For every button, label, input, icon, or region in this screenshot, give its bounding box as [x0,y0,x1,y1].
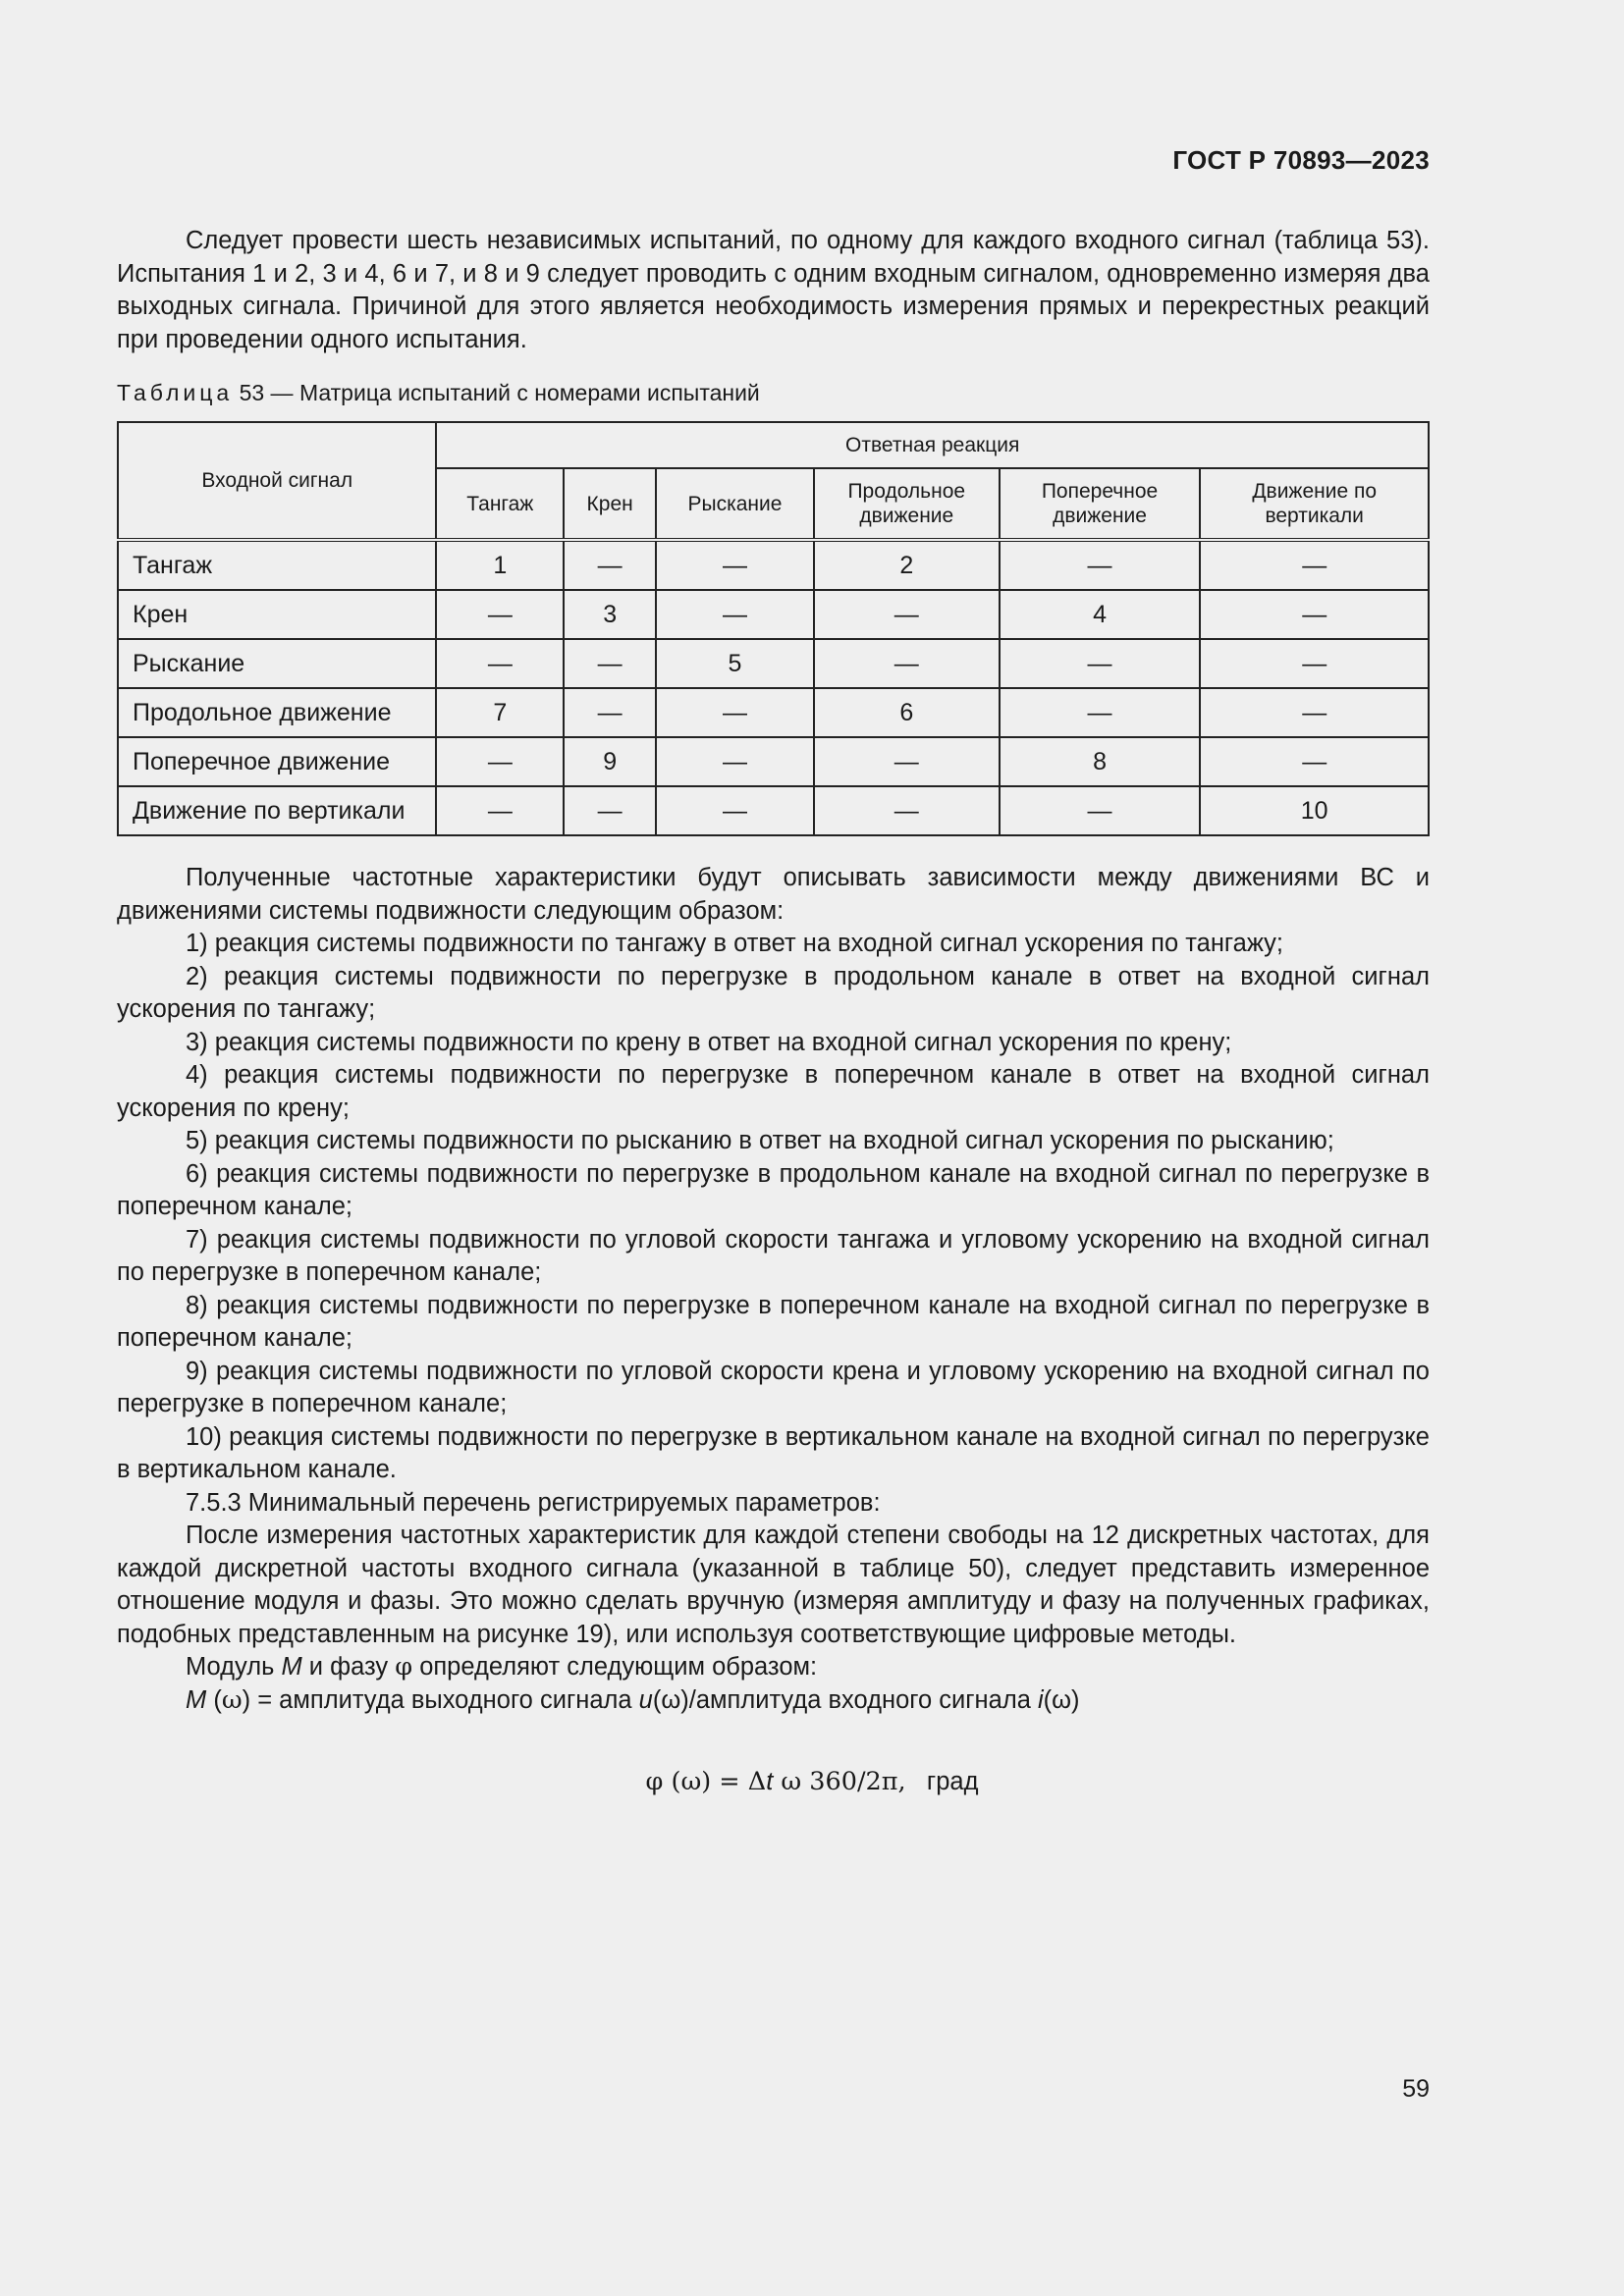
section-heading: 7.5.3 Минимальный перечень регистрируемых параметров: [186,1488,881,1517]
modulus-phase-line: Модуль M и фазу φ определяют следующим образом: [186,1652,818,1682]
table-cell: — [1200,639,1429,688]
modulus-formula: M (ω) = амплитуда выходного сигнала u(ω)/амплитуда входного сигнала i(ω) [186,1684,1080,1715]
list-item: 10) реакция системы подвижности по перегрузке в вертикальном канале на входной сигнал по перегрузке в вертикальном канале. [117,1422,1430,1483]
table-row [118,639,1429,688]
list-item: 4) реакция системы подвижности по перегрузке в поперечном канале в ответ на входной сигнал ускорения по крену; [117,1061,1430,1122]
list-item: 2) реакция системы подвижности по перегрузке в продольном канале в ответ на входной сигнал ускорения по тангажу; [117,962,1430,1023]
table-cell: — [564,540,656,590]
table-cell: 6 [814,688,1000,737]
table-caption-prefix: Таблица [117,380,234,405]
table-caption [117,380,760,406]
response-list [117,862,1430,1717]
table-cell: — [656,688,814,737]
table-cell: 7 [436,688,564,737]
row-label: Продольное движение [118,688,436,737]
table-cell: — [1200,590,1429,639]
table-caption-text: 53 — Матрица испытаний с номерами испытаний [233,380,760,405]
row-label: Тангаж [118,540,436,590]
row-label: Крен [118,590,436,639]
table-cell: — [1000,786,1201,835]
column-header: Крен [564,468,656,540]
table-cell: 2 [814,540,1000,590]
table-cell: — [564,639,656,688]
table-cell: 10 [1200,786,1429,835]
table-cell: 3 [564,590,656,639]
response-header: Ответная реакция [436,422,1429,468]
table-cell: — [814,737,1000,786]
table-cell: — [436,786,564,835]
table-cell: — [1000,540,1201,590]
table-cell: — [814,786,1000,835]
table-cell: — [656,590,814,639]
method-paragraph: После измерения частотных характеристик для каждой степени свободы на 12 дискретных частотах, для каждой дискретной частоты входного сигнала (указанной в таблице 50), следует представить измеренное отношение модуля и фазы. Это можно сделать вручную (измеряя амплитуду и фазу на полученных графиках, подобных представленным на рисунке 19), или используя соответствующие цифровые методы. [117,1522,1430,1648]
table-cell: — [1200,737,1429,786]
table-cell: — [1000,639,1201,688]
table-cell: — [1200,688,1429,737]
page-number: 59 [1402,2075,1430,2103]
row-label: Поперечное движение [118,737,436,786]
table-cell: — [564,688,656,737]
table-row [118,737,1429,786]
table-cell: — [656,737,814,786]
table-cell: 4 [1000,590,1201,639]
table-cell: — [436,737,564,786]
table-cell: 5 [656,639,814,688]
phase-formula: φ (ω) = Δt ω 360/2π, град [645,1767,979,1796]
list-lead: Полученные частотные характеристики будут описывать зависимости между движениями ВС и движениями системы подвижности следующим образом: [117,864,1430,925]
column-header: Рыскание [656,468,814,540]
table-cell: — [1200,540,1429,590]
intro-text: Следует провести шесть независимых испытаний, по одному для каждого входного сигнал (таблица 53). Испытания 1 и 2, 3 и 4, 6 и 7, и 8 и 9 следует проводить с одним входным сигналом, одновременно измеряя два выходных сигнала. Причиной для этого является необходимость измерения прямых и перекрестных реакций при проведении одного испытания. [117,227,1430,353]
table-cell: 8 [1000,737,1201,786]
table-cell: — [656,540,814,590]
table-cell: — [1000,688,1201,737]
response-items [117,928,1430,1487]
table-cell: — [436,639,564,688]
list-item: 8) реакция системы подвижности по перегрузке в поперечном канале на входной сигнал по перегрузке в поперечном канале; [117,1291,1430,1352]
list-item: 7) реакция системы подвижности по угловой скорости тангажа и угловому ускорению на входной сигнал по перегрузке в поперечном канале; [117,1225,1430,1286]
column-header: Продольное движение [814,468,1000,540]
table-cell: — [814,590,1000,639]
row-label: Движение по вертикали [118,786,436,835]
table-row [118,590,1429,639]
list-item: 9) реакция системы подвижности по угловой скорости крена и угловому ускорению на входной сигнал по перегрузке в поперечном канале; [117,1357,1430,1417]
table-cell: 1 [436,540,564,590]
table-row [118,688,1429,737]
list-item: 5) реакция системы подвижности по рысканию в ответ на входной сигнал ускорения по рысканию; [186,1127,1334,1154]
list-item: 3) реакция системы подвижности по крену в ответ на входной сигнал ускорения по крену; [186,1028,1232,1056]
table-cell: — [656,786,814,835]
table-cell: 9 [564,737,656,786]
column-header: Тангаж [436,468,564,540]
table-cell: — [814,639,1000,688]
table-cell: — [436,590,564,639]
row-label: Рыскание [118,639,436,688]
input-signal-header: Входной сигнал [118,422,436,540]
table-cell: — [564,786,656,835]
table-row [118,786,1429,835]
list-item: 6) реакция системы подвижности по перегрузке в продольном канале на входной сигнал по перегрузке в поперечном канале; [117,1159,1430,1220]
list-item: 1) реакция системы подвижности по тангажу в ответ на входной сигнал ускорения по тангажу; [186,930,1284,957]
test-matrix-table [117,421,1430,836]
document-id: ГОСТ Р 70893—2023 [1172,145,1430,175]
table-row [118,540,1429,590]
column-header: Поперечное движение [1000,468,1201,540]
intro-paragraph [117,225,1430,356]
column-header: Движение по вертикали [1200,468,1429,540]
